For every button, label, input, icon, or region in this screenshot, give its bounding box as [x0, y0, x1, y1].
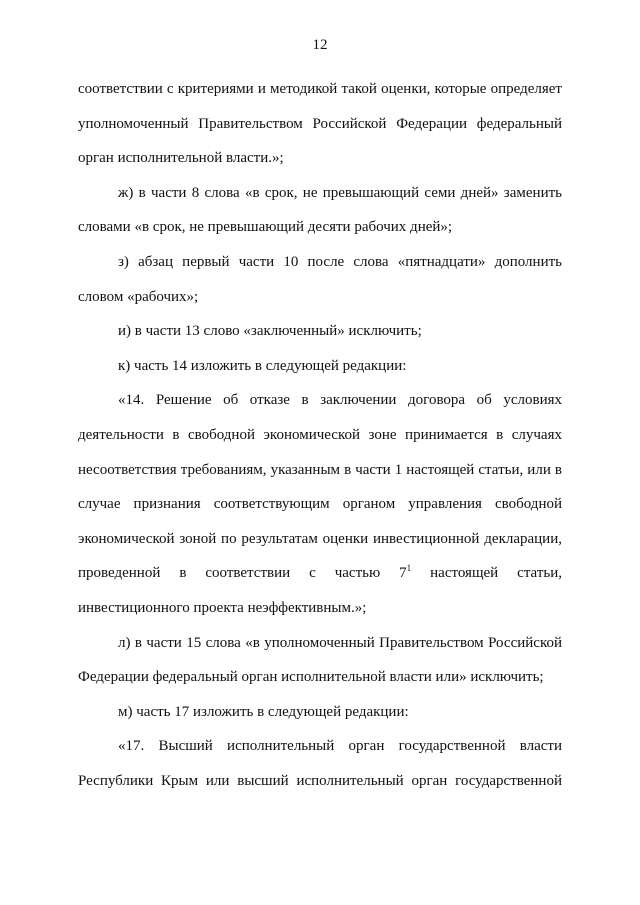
paragraph-z: з) абзац первый части 10 после слова «пятнадцати» дополнить словом «рабочих»;: [78, 253, 562, 305]
paragraph-l: л) в части 15 слова «в уполномоченный Правительством Российской Федерации федеральный орган исполнительной власти или» исключить;: [78, 634, 562, 686]
paragraph-m: м) часть 17 изложить в следующей редакции:: [118, 703, 409, 720]
article-14-superscript: 1: [406, 563, 412, 574]
article-14-text-after: настоящей статьи, инвестиционного проекта неэффективным.»;: [78, 565, 563, 616]
paragraph-article-14: [78, 383, 562, 625]
page-number: 12: [312, 37, 328, 53]
paragraph-article-17: «17. Высший исполнительный орган государственной власти Республики Крым или высший исполнительный орган государственной: [78, 738, 562, 789]
document-body: [78, 72, 562, 798]
paragraph-zh: ж) в части 8 слова «в срок, не превышающий семи дней» заменить словами «в срок, не превышающий десяти рабочих дней»;: [78, 184, 562, 236]
paragraph-k: к) часть 14 изложить в следующей редакции:: [118, 357, 407, 374]
paragraph-i: и) в части 13 слово «заключенный» исключить;: [118, 323, 422, 340]
paragraph-continuation: соответствии с критериями и методикой такой оценки, которые определяет уполномоченный Правительством Российской Федерации федеральный орган исполнительной власти.»;: [78, 81, 562, 167]
article-14-text-before: «14. Решение об отказе в заключении договора об условиях деятельности в свободной экономической зоне принимается в случаях несоответствия требованиям, указанным в части 1 настоящей статьи, или в случае признания соответствующим органом управления свободной экономической зоной по результатам оценки инвестиционной декларации, проведенной в соответствии с частью 7: [78, 392, 562, 582]
